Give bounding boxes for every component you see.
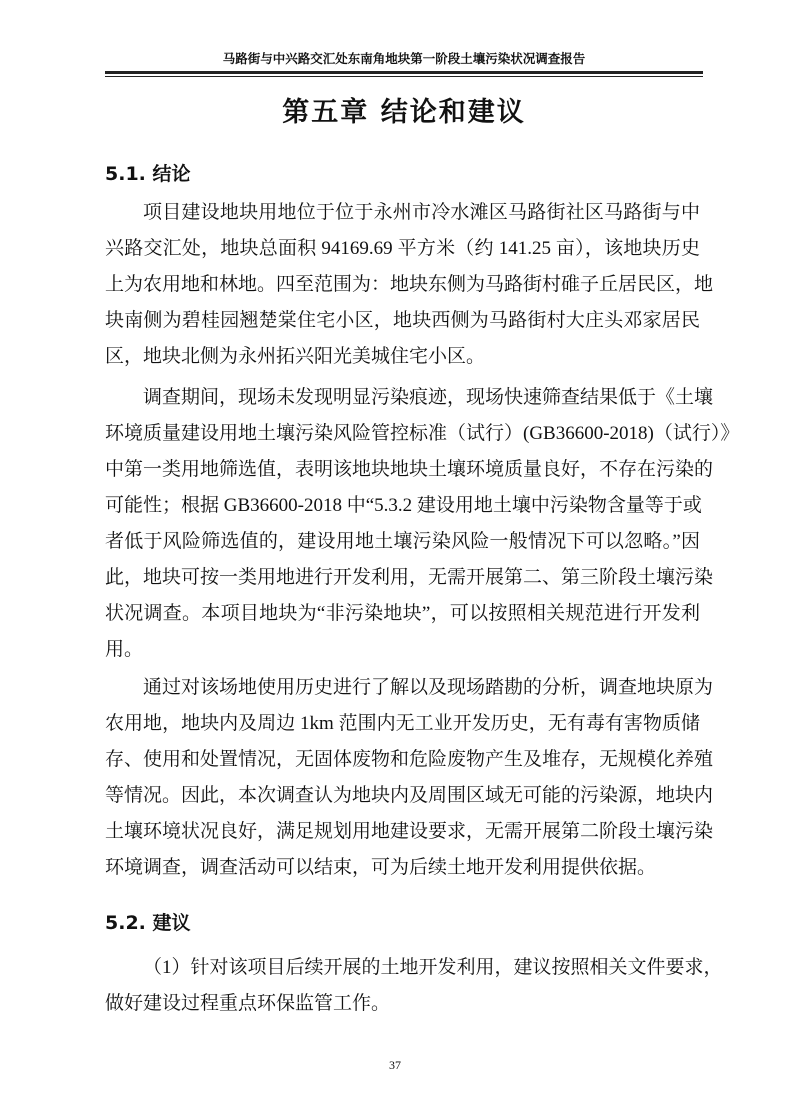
section-heading-5-1: 5.1. 结论 bbox=[105, 163, 191, 185]
text-line: （1）针对该项目后续开展的土地开发利用，建议按照相关文件要求， bbox=[143, 957, 723, 978]
text-line: 状况调查。本项目地块为“非污染地块”，可以按照相关规范进行开发利 bbox=[105, 603, 700, 624]
running-header: 马路街与中兴路交汇处东南角地块第一阶段土壤污染状况调查报告 bbox=[222, 51, 586, 66]
chapter-title: 第五章 结论和建议 bbox=[282, 97, 526, 128]
text-line: 区，地块北侧为永州拓兴阳光美城住宅小区。 bbox=[105, 346, 486, 367]
paragraph bbox=[105, 380, 740, 668]
text-line: 农用地，地块内及周边 1km 范围内无工业开发历史，无有毒有害物质储 bbox=[105, 713, 700, 734]
text-line: 存、使用和处置情况，无固体废物和危险废物产生及堆存，无规模化养殖 bbox=[105, 749, 714, 770]
text-line: 调查期间，现场未发现明显污染痕迹，现场快速筛查结果低于《土壤 bbox=[143, 387, 714, 408]
paragraph bbox=[105, 195, 714, 375]
text-line: 用。 bbox=[105, 639, 144, 660]
text-line: 通过对该场地使用历史进行了解以及现场踏勘的分析，调查地块原为 bbox=[143, 677, 714, 698]
text-line: 项目建设地块用地位于位于永州市冷水滩区马路街社区马路街与中 bbox=[143, 202, 700, 223]
text-line: 等情况。因此，本次调查认为地块内及周围区域无可能的污染源，地块内 bbox=[105, 785, 714, 806]
section-heading-5-2: 5.2. 建议 bbox=[105, 912, 191, 934]
text-line: 环境调查，调查活动可以结束，可为后续土地开发利用提供依据。 bbox=[105, 857, 657, 878]
header-rule-thin bbox=[105, 76, 703, 77]
text-line: 上为农用地和林地。四至范围为：地块东侧为马路街村碓子丘居民区，地 bbox=[105, 274, 714, 295]
text-line: 中第一类用地筛选值，表明该地块地块土壤环境质量良好，不存在污染的 bbox=[105, 459, 714, 480]
text-line: 此，地块可按一类用地进行开发利用，无需开展第二、第三阶段土壤污染 bbox=[105, 567, 714, 588]
text-line: 可能性；根据 GB36600-2018 中“5.3.2 建设用地土壤中污染物含量等于或 bbox=[105, 495, 702, 516]
text-line: 块南侧为碧桂园翘楚棠住宅小区，地块西侧为马路街村大庄头邓家居民 bbox=[105, 310, 700, 331]
text-line: 做好建设过程重点环保监管工作。 bbox=[105, 993, 391, 1014]
text-line: 者低于风险筛选值的，建设用地土壤污染风险一般情况下可以忽略。”因 bbox=[105, 531, 700, 552]
paragraph bbox=[105, 950, 723, 1022]
text-line: 环境质量建设用地土壤污染风险管控标准（试行）(GB36600-2018)（试行）》 bbox=[105, 423, 740, 444]
page-number: 37 bbox=[389, 1058, 401, 1072]
paragraph bbox=[105, 670, 714, 886]
header-rule-thick bbox=[105, 71, 703, 74]
text-line: 兴路交汇处，地块总面积 94169.69 平方米（约 141.25 亩），该地块历史 bbox=[105, 238, 700, 259]
text-line: 土壤环境状况良好，满足规划用地建设要求，无需开展第二阶段土壤污染 bbox=[105, 821, 714, 842]
